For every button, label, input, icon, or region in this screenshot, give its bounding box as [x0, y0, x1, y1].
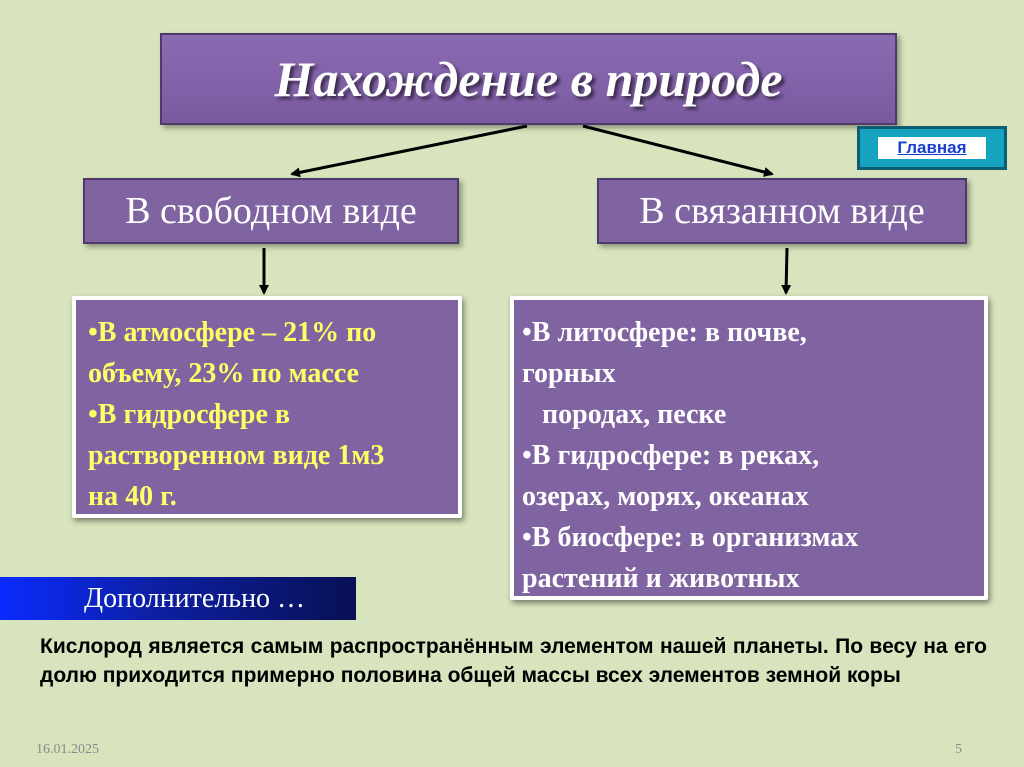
footer-date: 16.01.2025 — [36, 742, 99, 757]
free-line: на 40 г. — [88, 481, 177, 512]
info-paragraph: Кислород является самым распространённым элементом нашей планеты. По весу на его долю приходится примерно половина общей массы всех элементов земной коры — [40, 635, 987, 687]
free-line: •В атмосфере – 21% по — [88, 317, 377, 348]
page-title-text: Нахождение в природе — [274, 51, 783, 107]
main-button-label[interactable]: Главная — [878, 137, 986, 159]
arrow-to-free — [292, 126, 527, 174]
page-title — [160, 33, 897, 125]
bound-line: озерах, морях, океанах — [522, 481, 809, 512]
free-line: объему, 23% по массе — [88, 358, 359, 389]
free-content-box — [72, 296, 462, 518]
bound-line: породах, песке — [542, 399, 727, 430]
category-bound — [597, 178, 967, 244]
bound-line: •В гидросфере: в реках, — [522, 440, 820, 471]
bound-content-box — [510, 296, 988, 600]
free-line: растворенном виде 1м3 — [88, 440, 385, 471]
free-line: •В гидросфере в — [88, 399, 291, 430]
arrow-to-bound — [583, 126, 772, 174]
main-button[interactable] — [857, 126, 1007, 170]
bound-line: •В биосфере: в организмах — [522, 522, 859, 553]
bound-line: горных — [522, 358, 616, 389]
extra-info-button[interactable] — [0, 577, 356, 620]
bound-line: •В литосфере: в почве, — [522, 317, 807, 348]
extra-info-label[interactable]: Дополнительно … — [84, 582, 306, 614]
page-number: 5 — [955, 742, 962, 757]
arrow-bound-to-content — [786, 248, 787, 293]
bound-line: растений и животных — [522, 563, 800, 594]
category-bound-label: В связанном виде — [639, 190, 925, 232]
category-free — [83, 178, 459, 244]
category-free-label: В свободном виде — [125, 190, 417, 232]
